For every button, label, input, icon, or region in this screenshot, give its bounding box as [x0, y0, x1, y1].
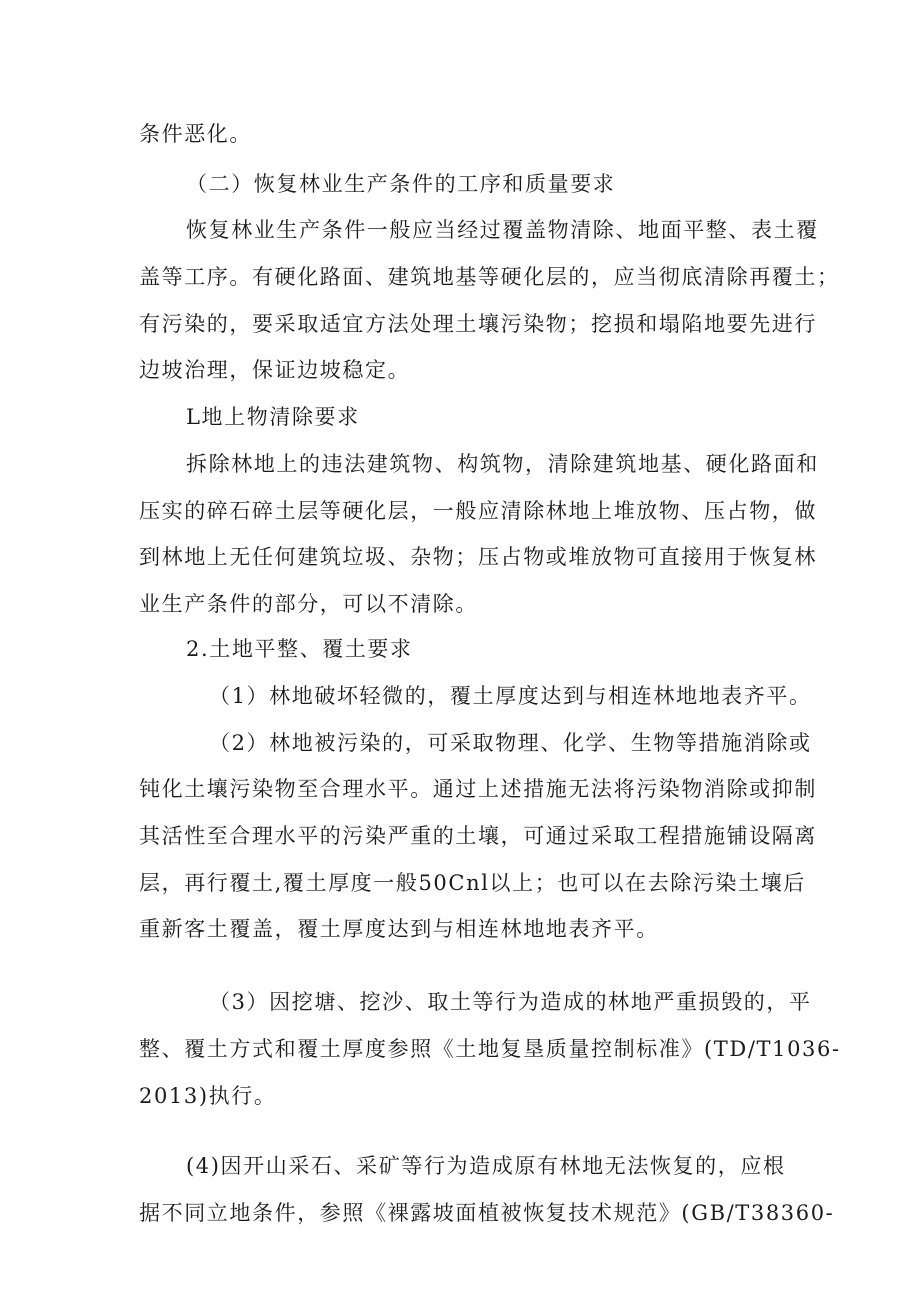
paragraph-line: 压实的碎石碎土层等硬化层，一般应清除林地上堆放物、压占物，做: [139, 499, 817, 523]
paragraph-line: 恢复林业生产条件一般应当经过覆盖物清除、地面平整、表土覆: [186, 218, 819, 242]
paragraph-line: 边坡治理，保证边坡稳定。: [139, 358, 411, 382]
paragraph-line: 其活性至合理水平的污染严重的土壤，可通过采取工程措施铺设隔离: [139, 824, 817, 848]
paragraph-line: 盖等工序。有硬化路面、建筑地基等硬化层的，应当彻底清除再覆土；: [139, 265, 840, 289]
paragraph-line: （3）因挖塘、挖沙、取土等行为造成的林地严重损毁的，平: [209, 990, 812, 1014]
subsection-heading: L地上物清除要求: [186, 405, 360, 429]
paragraph-line: 整、覆土方式和覆土厚度参照《土地复垦质量控制标准》(TD/T1036-: [139, 1037, 841, 1061]
paragraph-line: 钝化土壤污染物至合理水平。通过上述措施无法将污染物消除或抑制: [139, 777, 817, 801]
paragraph-line: 层，再行覆土,覆土厚度一般50Cnl以上；也可以在去除污染土壤后: [139, 871, 806, 895]
paragraph-line: 条件恶化。: [139, 122, 252, 146]
paragraph-line: 业生产条件的部分，可以不清除。: [139, 592, 478, 616]
subsection-heading: 2.土地平整、覆土要求: [186, 637, 413, 661]
paragraph-line: 重新客土覆盖，覆土厚度达到与相连林地地表齐平。: [139, 917, 659, 941]
section-heading: （二）恢复林业生产条件的工序和质量要求: [186, 172, 616, 196]
paragraph-line: 拆除林地上的违法建筑物、构筑物，清除建筑地基、硬化路面和: [186, 452, 819, 476]
paragraph-line: 据不同立地条件，参照《裸露坡面植被恢复技术规范》(GB/T38360-: [139, 1201, 835, 1225]
paragraph-line: 有污染的，要采取适宜方法处理土壤污染物；挖损和塌陷地要先进行: [139, 312, 817, 336]
paragraph-line: 2013)执行。: [139, 1084, 277, 1108]
paragraph-line: （2）林地被污染的，可采取物理、化学、生物等措施消除或: [209, 731, 812, 755]
paragraph-line: （1）林地破坏轻微的，覆土厚度达到与相连林地地表齐平。: [209, 684, 812, 708]
paragraph-line: 到林地上无任何建筑垃圾、杂物；压占物或堆放物可直接用于恢复林: [139, 545, 817, 569]
paragraph-line: (4)因开山采石、采矿等行为造成原有林地无法恢复的，应根: [186, 1154, 786, 1178]
